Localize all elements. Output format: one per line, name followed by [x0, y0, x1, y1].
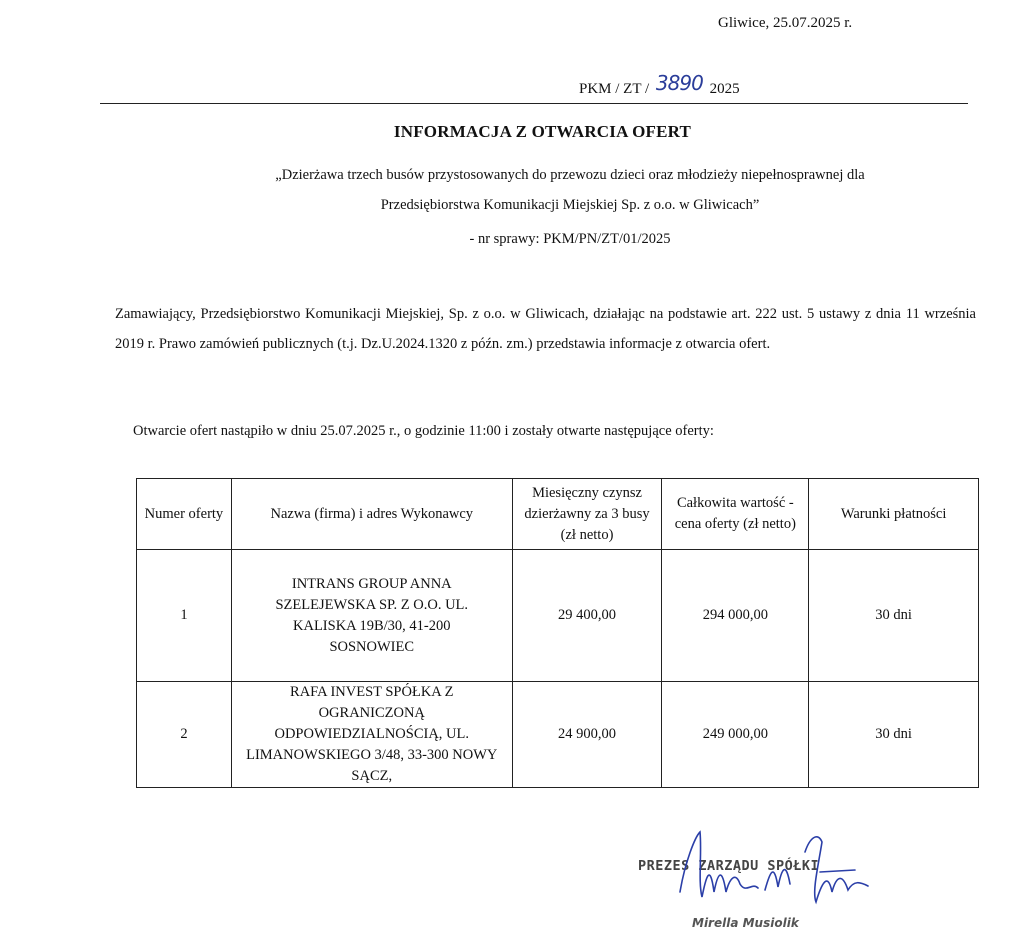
case-number: - nr sprawy: PKM/PN/ZT/01/2025	[469, 231, 671, 247]
contractor-name-address: RAFA INVEST SPÓŁKA Z OGRANICZONĄ ODPOWIEDZIALNOŚCIĄ, UL. LIMANOWSKIEGO 3/48, 33-300 NOWY SĄCZ,	[231, 682, 512, 788]
intro-paragraph: Zamawiający, Przedsiębiorstwo Komunikacji Miejskiej, Sp. z o.o. w Gliwicach, działając na podstawie art. 222 ust. 5 ustawy z dnia 11 września 2019 r. Prawo zamówień publicznych (t.j. Dz.U.2024.1320 z późn. zm.) przedstawia informacje z otwarcia ofert.	[115, 306, 976, 352]
total-value: 294 000,00	[662, 550, 809, 682]
header-offer-number: Numer oferty	[137, 479, 232, 550]
reference-number	[579, 71, 740, 98]
total-value: 249 000,00	[662, 682, 809, 788]
handwritten-signature	[640, 822, 900, 922]
monthly-rent: 24 900,00	[512, 682, 662, 788]
table-row	[137, 682, 979, 788]
subject-line-2: Przedsiębiorstwa Komunikacji Miejskiej Sp. z o.o. w Gliwicach”	[380, 197, 760, 213]
payment-terms: 30 dni	[809, 682, 979, 788]
header-monthly-rent: Miesięczny czynsz dzierżawny za 3 busy (zł netto)	[512, 479, 662, 550]
table-header-row	[137, 479, 979, 550]
reference-handwritten-number: 3890	[655, 71, 703, 95]
subject-line-1: „Dzierżawa trzech busów przystosowanych do przewozu dzieci oraz młodzieży niepełnosprawnej dla	[275, 167, 865, 183]
reference-prefix: PKM / ZT /	[579, 81, 650, 97]
header-payment-terms: Warunki płatności	[809, 479, 979, 550]
offer-number: 2	[137, 682, 232, 788]
place-date: Gliwice, 25.07.2025 r.	[718, 15, 853, 31]
signatory-name: Mirella Musiolik	[692, 916, 799, 930]
signature-stamp-label: PREZES ZARZĄDU SPÓŁKI	[638, 858, 820, 874]
payment-terms: 30 dni	[809, 550, 979, 682]
offers-table	[136, 478, 979, 788]
document-title: INFORMACJA Z OTWARCIA OFERT	[393, 122, 692, 141]
contractor-name-address: INTRANS GROUP ANNA SZELEJEWSKA SP. Z O.O. UL. KALISKA 19B/30, 41-200 SOSNOWIEC	[231, 550, 512, 682]
header-total-value: Całkowita wartość - cena oferty (zł netto)	[662, 479, 809, 550]
monthly-rent: 29 400,00	[512, 550, 662, 682]
opening-statement: Otwarcie ofert nastąpiło w dniu 25.07.2025 r., o godzinie 11:00 i zostały otwarte następujące oferty:	[133, 423, 714, 439]
offer-number: 1	[137, 550, 232, 682]
header-contractor: Nazwa (firma) i adres Wykonawcy	[231, 479, 512, 550]
table-row	[137, 550, 979, 682]
reference-year: 2025	[709, 81, 740, 97]
header-divider	[100, 103, 968, 104]
